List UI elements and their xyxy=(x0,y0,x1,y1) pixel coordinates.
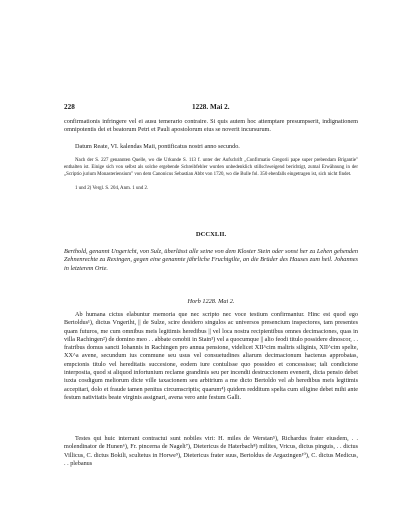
dating-clause: Datum Reate, VI. kalendas Maii, pontificatus nostri anno secundo. xyxy=(75,143,240,150)
running-header xyxy=(64,103,358,115)
footnote: 1 und 2) Vergl. S. 204, Anm. 1 und 2. xyxy=(75,186,149,191)
closing-paragraph: confirmationis infringere vel ei ausu temerario contraire. Si quis autem hoc attemptare presumpserit, indignationem omnipotentis dei et beatorum Petri et Pauli apostolorum eius se noverit incursurum. xyxy=(64,118,358,134)
document-summary: Berthold, genannt Ungericht, von Sulz, überlässt alle seine von dem Kloster Stein oder sonst her zu Lehen gehenden Zehnenrechte zu Rexingen, gegen eine genannte jährliche Fruchtgilte, an die Brüder des Hauses zum heil. Johannes in letzterem Orte. xyxy=(64,248,358,272)
page-number: 228 xyxy=(64,103,75,111)
charter-text: Ab humana cictus elabuntur memoria que nec scripto nec voce testium confirmantur. Hinc est quod ego Bertoldus¹), dictus Vngeriht, || de Sulze, scire desidero singulos ac universos presencium inspectores, tam presentes quam futuros, me cum omnibus meis legitimis heredibus || vel loca nostra recipientibus omnes decimaciones, quas in villa Rachingen²) de domino meo . . abbate cenobii in Stain³) vel a quocumque || alio feodi titulo possidere dinoscor, . . fratribus domus sancti Iohannis in Rachingen pro annua pensione, videlicet XII^cim maltris siliginis, XII^cim spelte, XX^a avene, secundum ius commune seu usus vel consuetudines aliarum decimacionum hactenus approbatas, empcionis titulo vel hereditatis succesione, eodem iure contulisse quo possideo et concessisse; tali condicione interposita, quod si aliquod infortunium reclame grandinis seu per incendii destruccionem evenerit, dicta pensio debet iuxta cosdigum meliorum dicte ville taxacionem seu arbitrium a me dicto Bertoldo vel ab heredibus meis legitimis accepitari, dolo et fraude tamen penitus circumscriptis; quarum⁴) quidem redditum spelta cum siligine debet mihi ante festum nativitatis beate virginis assignari, avena vero ante festum Galli. xyxy=(64,311,358,401)
document-number: DCCXLII. xyxy=(195,231,227,238)
dateline: Horb 1228. Mai 2. xyxy=(187,298,235,305)
running-title: 1228. Mai 2. xyxy=(192,103,230,111)
source-note: Nach der S. 227 genannten Quelle, wo die Urkunde S. 113 f. unter der Aufschrift „Confirmatio Gregorii pape super prebendam Brigantie" enthalten ist. Einige sich von selbst als solche ergebende Schreibfehler wurden unbedenklich stillschweigend berichtigt, zumal Erwähnung in der „Scriptio jurium Monasteriensium" von dem Canonicus Sebastian Abbt von 1720, wo die Bulle fol. 350 ebenfalls eingetragen ist, sich nicht findet. xyxy=(64,158,358,177)
witness-list: Testes qui huic interrant contractui sunt nobiles viri: H. miles de Werstan⁵), Richardus frater eiusdem, . . molendinator de Hunen⁶), Fr. pincerna de Nagelt⁷), Dietericus de Haterbach⁸) milites, Vricus, dictus pinguis, . . dictus Villicus, C. dictus Bokili, scultetus in Horwe⁹), Dietericus frater suus, Bertoldus de Argazingen¹⁰), C. dictus Medicus, . . plebanus xyxy=(64,435,358,467)
